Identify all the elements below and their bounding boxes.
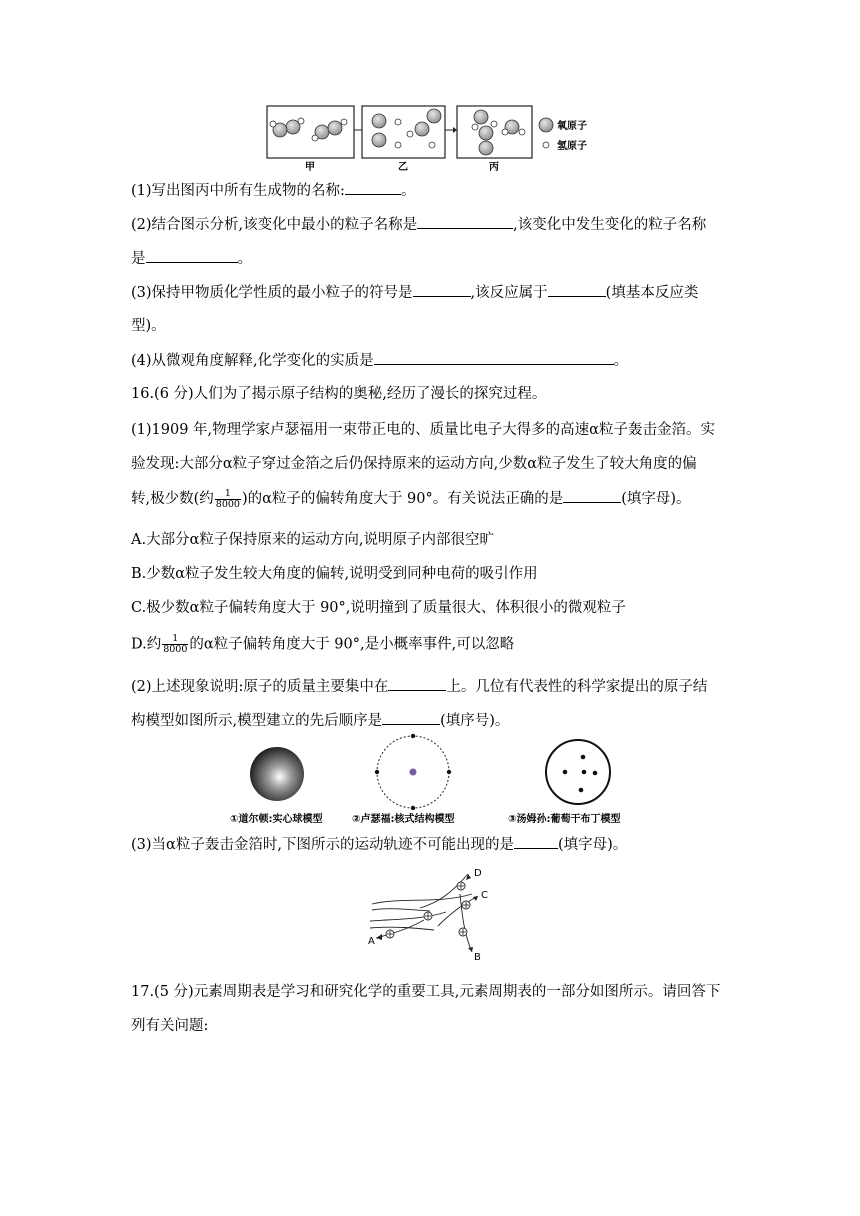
oxygen-atom [479, 126, 493, 140]
q17-line2: 列有关问题: [131, 1018, 209, 1034]
option-d: D.约 $\frac{1}{8000}$ 的α粒子偏转角度大于 90°,是小概率事件,可以忽略 [131, 633, 515, 655]
q15-part3-line1: (3)保持甲物质化学性质的最小粒子的符号是 ,该反应属于 (填基本反应类 [131, 282, 698, 303]
hydrogen-atom [270, 121, 276, 127]
oxygen-atom [415, 122, 429, 136]
q16-part1-line1: (1)1909 年,物理学家卢瑟福用一束带正电的、质量比电子大得多的高速α粒子轰击金箔。实 [131, 422, 715, 438]
q16-part3: (3)当α粒子轰击金箔时,下图所示的运动轨迹不可能出现的是 (填字母)。 [131, 834, 627, 855]
model-caption-2: ②卢瑟福:核式结构模型 [352, 814, 455, 825]
q15-part1: (1)写出图丙中所有生成物的名称: 。 [131, 180, 415, 201]
hydrogen-atom [491, 121, 497, 127]
traj-label-b: B [474, 952, 481, 963]
answer-blank[interactable] [146, 248, 238, 263]
answer-blank[interactable] [388, 676, 446, 691]
hydrogen-atom [519, 129, 525, 135]
q15-part3-line2: 型)。 [131, 318, 166, 334]
oxygen-atom [372, 114, 386, 128]
dalton-solid-sphere [250, 747, 304, 801]
q16-part1-line2: 验发现:大部分α粒子穿过金箔之后仍保持原来的运动方向,少数α粒子发生了较大角度的偏 [131, 456, 697, 472]
hydrogen-atom [341, 119, 347, 125]
oxygen-atom [479, 141, 493, 155]
nucleus [410, 769, 417, 776]
traj-label-a: A [368, 936, 375, 947]
electron [581, 755, 586, 760]
legend-hydrogen-icon [543, 142, 549, 148]
option-a: A.大部分α粒子保持原来的运动方向,说明原子内部很空旷 [131, 532, 494, 548]
traj-label-d: D [474, 868, 482, 879]
hydrogen-atom [395, 142, 401, 148]
electron [579, 788, 584, 793]
q16-part2-line2: 构模型如图所示,模型建立的先后顺序是 (填序号)。 [131, 710, 509, 731]
q16-part1-line3: 转,极少数(约 $\frac{1}{8000}$ )的α粒子的偏转角度大于 90°。有关说法正确的是 (填字母)。 [131, 487, 691, 510]
q15-part2-line2: 是 。 [131, 248, 252, 269]
electron [375, 770, 379, 774]
answer-blank[interactable] [417, 214, 513, 229]
answer-blank[interactable] [382, 710, 440, 725]
alpha-trajectory-figure [360, 864, 510, 968]
electron [411, 806, 415, 810]
model-caption-1: ①道尔顿:实心球模型 [230, 814, 323, 825]
electron [447, 770, 451, 774]
oxygen-atom [474, 110, 488, 124]
electron [593, 771, 598, 776]
model-caption-3: ③汤姆孙:葡萄干布丁模型 [508, 814, 621, 825]
answer-blank[interactable] [514, 834, 558, 849]
answer-blank[interactable] [413, 282, 471, 297]
option-c: C.极少数α粒子偏转角度大于 90°,说明撞到了质量很大、体积很小的微观粒子 [131, 600, 626, 616]
hydrogen-atom [429, 142, 435, 148]
q15-part2-line1: (2)结合图示分析,该变化中最小的粒子名称是 ,该变化中发生变化的粒子名称 [131, 214, 706, 235]
legend-hydrogen-label: 氢原子 [557, 141, 587, 152]
hydrogen-atom [472, 124, 478, 130]
q16-part2-line1: (2)上述现象说明:原子的质量主要集中在 上。几位有代表性的科学家提出的原子结 [131, 676, 707, 697]
traj-label-c: C [481, 890, 488, 901]
atomic-models-figure [230, 742, 650, 828]
box-label-jia: 甲 [305, 162, 315, 173]
q17-line1: 17.(5 分)元素周期表是学习和研究化学的重要工具,元素周期表的一部分如图所示。请回答下 [131, 984, 721, 1000]
answer-blank[interactable] [563, 488, 621, 503]
oxygen-atom [427, 109, 441, 123]
reaction-particle-diagram [262, 100, 612, 174]
fraction: $\frac{1}{8000}$ [163, 633, 188, 655]
oxygen-atom [328, 121, 342, 135]
q16-header: 16.(6 分)人们为了揭示原子结构的奥秘,经历了漫长的探究过程。 [131, 386, 547, 402]
electron [411, 734, 415, 738]
hydrogen-atom [298, 118, 304, 124]
hydrogen-atom [407, 131, 413, 137]
box-label-bing: 丙 [489, 162, 499, 173]
thomson-sphere [546, 740, 610, 804]
fraction: $\frac{1}{8000}$ [215, 487, 240, 510]
hydrogen-atom [502, 129, 508, 135]
q15-part4: (4)从微观角度解释,化学变化的实质是 。 [131, 350, 628, 371]
hydrogen-atom [395, 119, 401, 125]
hydrogen-atom [312, 135, 318, 141]
answer-blank[interactable] [374, 350, 614, 365]
electron [563, 770, 568, 775]
option-b: B.少数α粒子发生较大角度的偏转,说明受到同种电荷的吸引作用 [131, 566, 538, 582]
electron [582, 770, 587, 775]
oxygen-atom [372, 133, 386, 147]
legend-oxygen-label: 氧原子 [557, 121, 587, 132]
answer-blank[interactable] [548, 282, 606, 297]
answer-blank[interactable] [345, 180, 401, 195]
box-label-yi: 乙 [398, 162, 408, 173]
legend-oxygen-icon [539, 118, 553, 132]
